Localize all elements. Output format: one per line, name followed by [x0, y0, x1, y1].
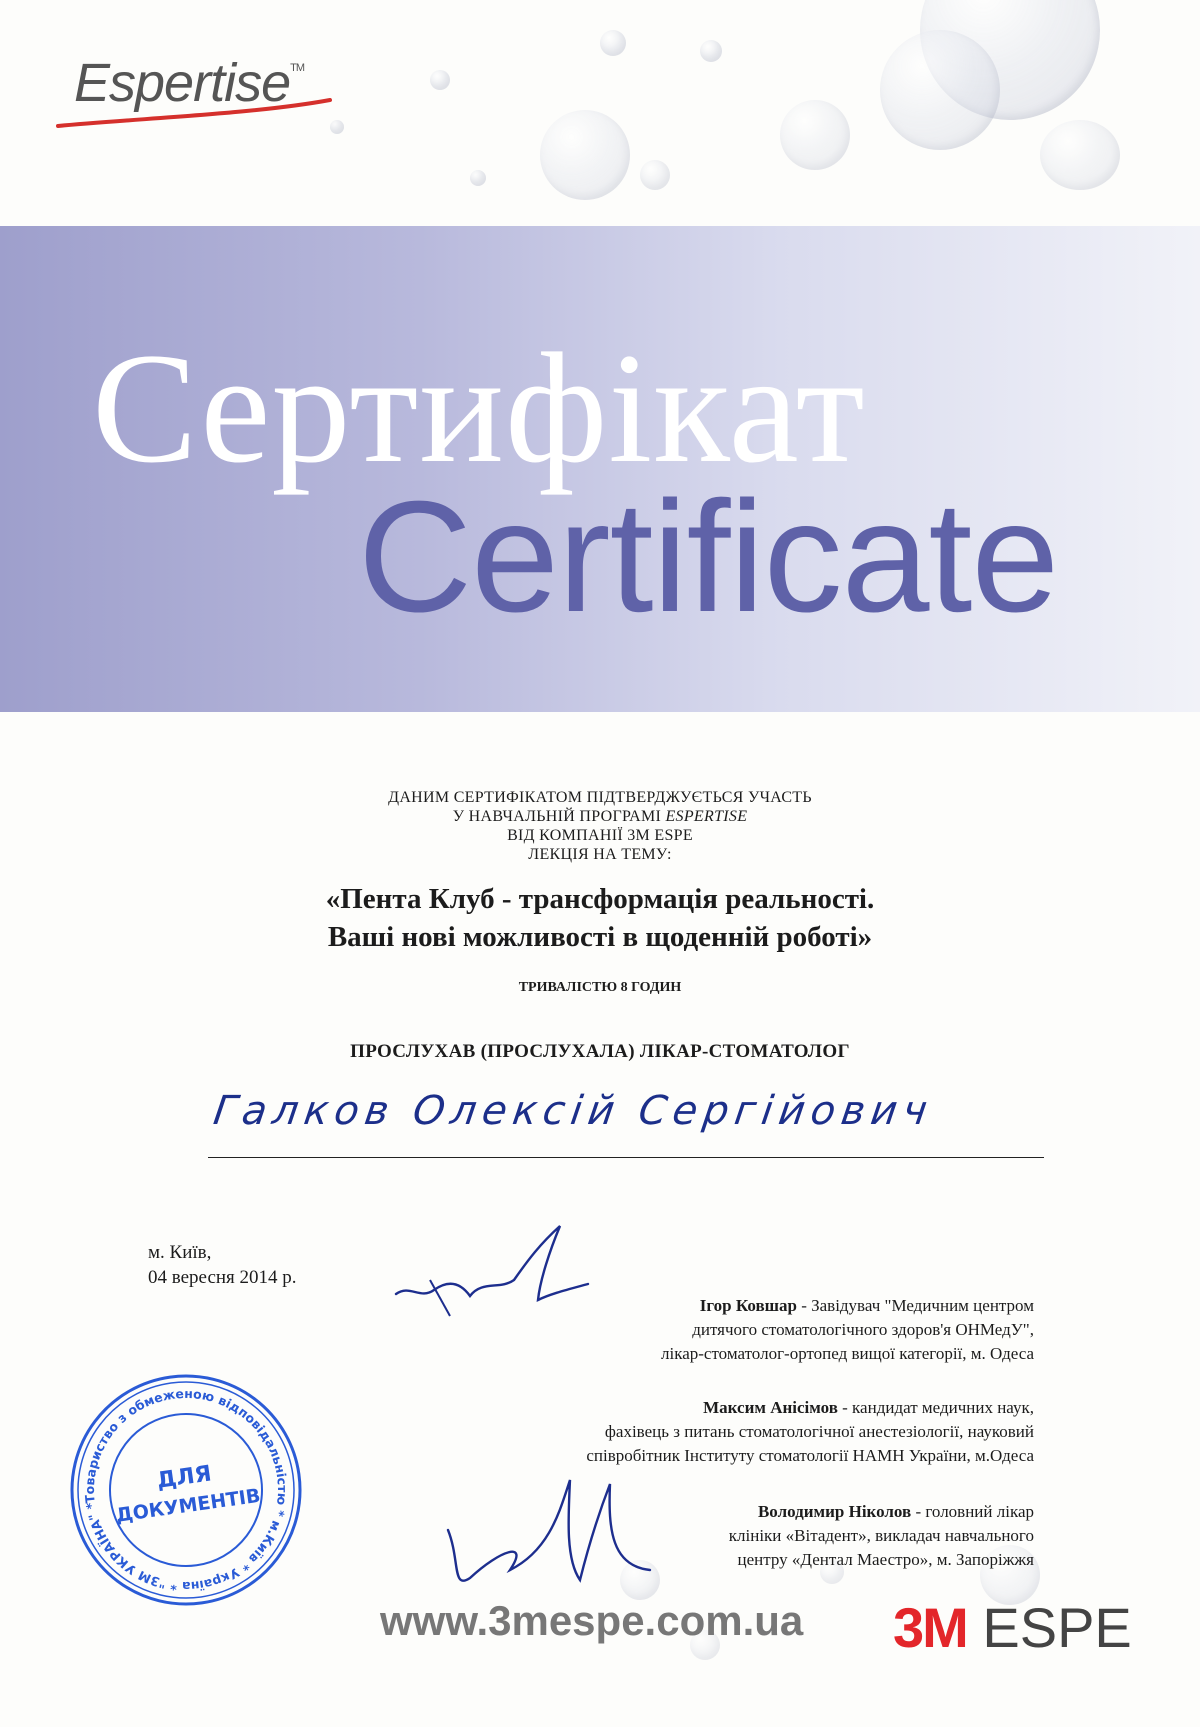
- stamp-ring-text: Товариство з обмеженою відповідальністю * м.Київ * Україна * "3М УКРАЇНА" *: [81, 1385, 291, 1595]
- topic-line-2: Ваші нові можливості в щоденній роботі»: [327, 921, 873, 953]
- issue-date: 04 вересня 2014 р.: [148, 1267, 297, 1288]
- signatory-2-role-1: - кандидат медичних наук,: [837, 1398, 1034, 1417]
- logo-swoosh-icon: [54, 98, 334, 134]
- title-english: Certificate: [358, 469, 1059, 645]
- signatory-2-role-2: фахівець з питань стоматологічної анестезіології, науковий: [604, 1422, 1034, 1441]
- signatory-2-line-1: [586, 1396, 1034, 1420]
- intro-line-1: ДАНИМ СЕРТИФІКАТОМ ПІДТВЕРДЖУЄТЬСЯ УЧАСТЬ: [388, 789, 812, 806]
- stamp-center-line-2: ДОКУМЕНТІВ: [114, 1484, 262, 1527]
- intro-line-2-prefix: У НАВЧАЛЬНІЙ ПРОГРАМІ: [452, 808, 666, 825]
- intro-line-3: ВІД КОМПАНІЇ 3M ESPE: [507, 827, 693, 844]
- intro-line-2: [0, 807, 1200, 826]
- signatory-3-line-1: [729, 1500, 1034, 1524]
- brand-espe: ESPE: [982, 1596, 1132, 1659]
- place-date: [148, 1240, 297, 1290]
- brand-3m: 3M: [893, 1596, 967, 1659]
- signatory-3-role-3: центру «Дентал Маестро», м. Запоріжжя: [737, 1550, 1034, 1569]
- intro-line-4: ЛЕКЦІЯ НА ТЕМУ:: [528, 846, 672, 863]
- signatory-3-role-1: - головний лікар: [911, 1502, 1034, 1521]
- signatory-3-name: Володимир Ніколов: [757, 1502, 912, 1521]
- signatory-3-role-2: клініки «Вітадент», викладач навчального: [728, 1526, 1034, 1545]
- signatory-2-name: Максим Анісімов: [703, 1398, 838, 1417]
- logo-tm: TM: [290, 62, 304, 74]
- signatory-1-name: Ігор Ковшар: [699, 1296, 797, 1315]
- name-underline: [208, 1157, 1044, 1158]
- intro-text: [0, 788, 1200, 864]
- signatory-3: [729, 1500, 1034, 1572]
- company-stamp-icon: [66, 1370, 306, 1610]
- logo-text: Espertise: [74, 53, 291, 113]
- signatory-1: [661, 1294, 1034, 1366]
- signatory-1-role-2: дитячого стоматологічного здоров'я ОНМедУ",: [692, 1320, 1034, 1339]
- attended-label: ПРОСЛУХАВ (ПРОСЛУХАЛА) ЛІКАР-СТОМАТОЛОГ: [350, 1041, 850, 1062]
- lecture-topic: [0, 880, 1200, 956]
- signature-1-icon: [390, 1220, 600, 1330]
- brand-logo: [893, 1596, 1132, 1659]
- title-ukrainian: Сертифікат: [92, 321, 866, 496]
- signatory-2-role-3: співробітник Інституту стоматології НАМН України, м.Одеса: [586, 1446, 1034, 1465]
- signatory-1-line-1: [661, 1294, 1034, 1318]
- signatory-1-role-3: лікар-стоматолог-ортопед вищої категорії, м. Одеса: [661, 1344, 1034, 1363]
- program-name: ESPERTISE: [665, 808, 748, 825]
- stamp-center-line-1: ДЛЯ: [155, 1461, 214, 1494]
- duration: ТРИВАЛІСТЮ 8 ГОДИН: [518, 980, 682, 995]
- city: м. Київ,: [148, 1242, 212, 1263]
- website-link[interactable]: www.3mespe.com.ua: [380, 1597, 804, 1644]
- signature-2-icon: [440, 1470, 660, 1600]
- attendee-name: Галков Олексій Сергійович: [210, 1088, 936, 1134]
- signatory-2: [586, 1396, 1034, 1468]
- topic-line-1: «Пента Клуб - трансформація реальності.: [325, 883, 875, 915]
- signatory-1-role-1: - Завідувач "Медичним центром: [796, 1296, 1034, 1315]
